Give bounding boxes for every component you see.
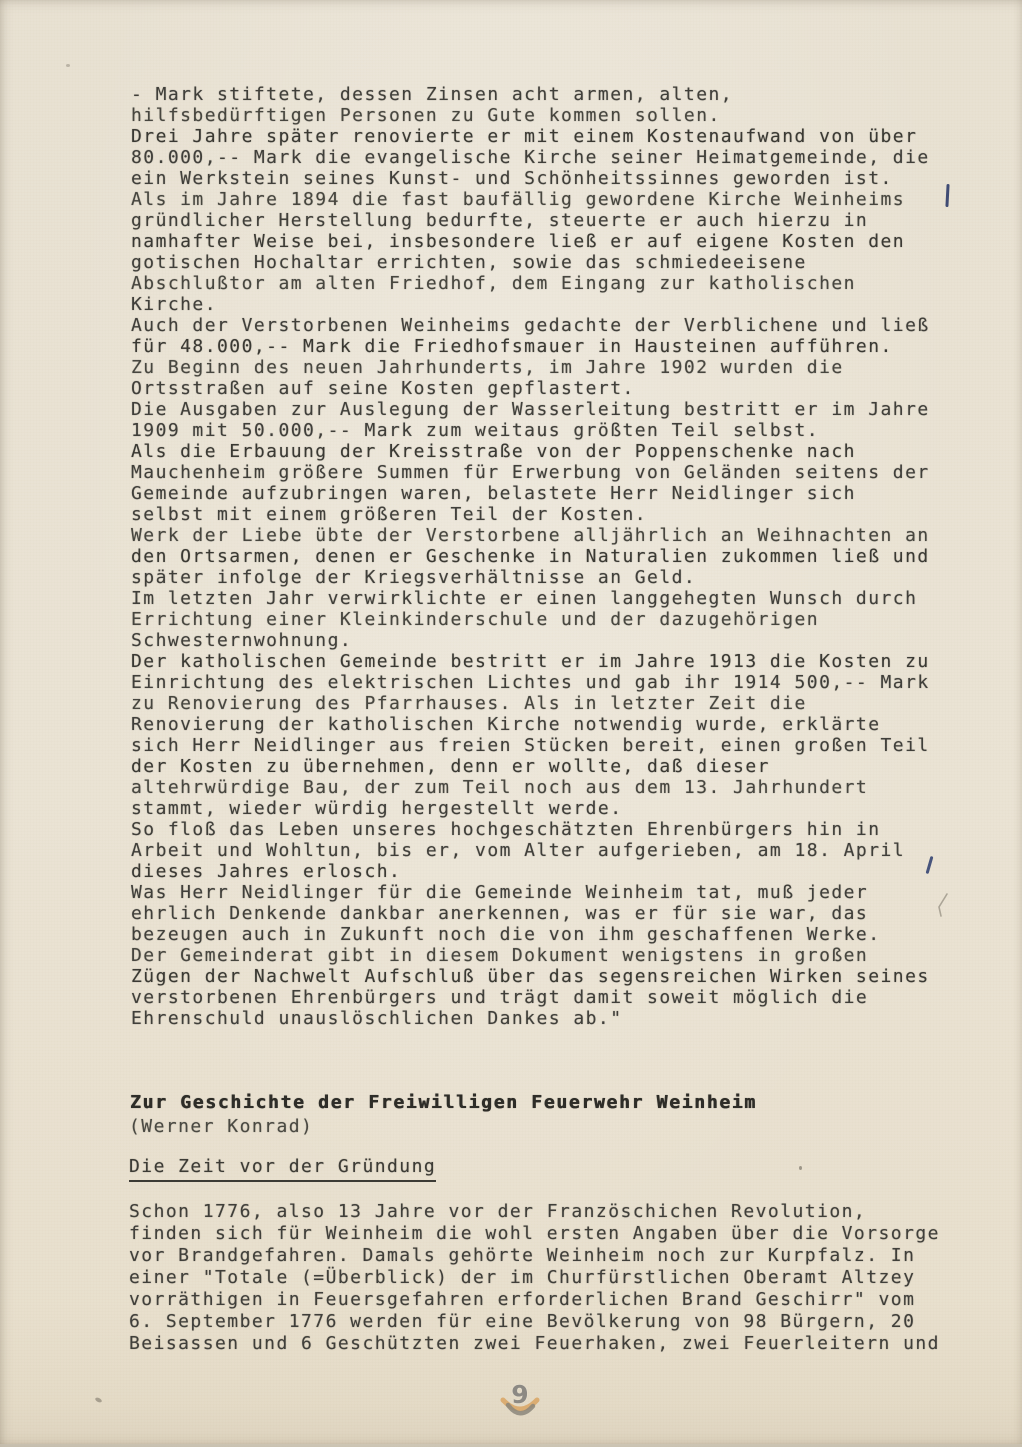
quote-line: namhafter Weise bei, insbesondere ließ er auf eigene Kosten den	[131, 231, 906, 252]
quote-line: Drei Jahre später renovierte er mit einem Kostenaufwand von über	[131, 126, 918, 147]
quote-line: Ehrenschuld unauslöschlichen Dankes ab."	[131, 1008, 623, 1029]
quote-line: Auch der Verstorbenen Weinheims gedachte der Verblichene und ließ	[131, 315, 930, 336]
quote-line: ehrlich Denkende dankbar anerkennen, was er für sie war, das	[131, 903, 869, 924]
paragraph-line: vor Brandgefahren. Damals gehörte Weinheim noch zur Kurpfalz. In	[129, 1245, 916, 1266]
quote-line: hilfsbedürftigen Personen zu Gute kommen sollen.	[131, 105, 721, 126]
quote-line: verstorbenen Ehrenbürgers und trägt damit soweit möglich die	[131, 987, 869, 1008]
page-number: 9	[511, 1380, 529, 1409]
quote-line: für 48.000,-- Mark die Friedhofsmauer in Hausteinen aufführen.	[131, 336, 893, 357]
quote-line: Gemeinde aufzubringen waren, belastete Herr Neidlinger sich	[131, 483, 856, 504]
subsection-heading	[129, 1156, 436, 1177]
quote-line: - Mark stiftete, dessen Zinsen acht armen, alten,	[131, 84, 734, 105]
quote-line: Errichtung einer Kleinkinderschule und der dazugehörigen	[131, 609, 820, 630]
ink-speck	[799, 1166, 802, 1170]
quote-line: zu Renovierung des Pfarrhauses. Als in letzter Zeit die	[131, 693, 807, 714]
quote-line: später infolge der Kriegsverhältnisse an Geld.	[131, 567, 697, 588]
subsection-heading-text: Die Zeit vor der Gründung	[129, 1156, 436, 1182]
quote-line: Der katholischen Gemeinde bestritt er im Jahre 1913 die Kosten zu	[131, 651, 930, 672]
quote-line: Als die Erbauung der Kreisstraße von der Poppenschenke nach	[131, 441, 856, 462]
paragraph-line: finden sich für Weinheim die wohl ersten Angaben über die Vorsorge	[129, 1223, 940, 1244]
quote-line: dieses Jahres erlosch.	[131, 861, 402, 882]
quote-line: 80.000,-- Mark die evangelische Kirche seiner Heimatgemeinde, die	[131, 147, 930, 168]
paragraph-line: Schon 1776, also 13 Jahre vor der Französchichen Revolution,	[129, 1201, 867, 1222]
paragraph-line: Beisassen und 6 Geschützten zwei Feuerhaken, zwei Feuerleitern und	[129, 1333, 940, 1354]
ink-speck	[94, 1397, 102, 1404]
quote-line: gründlicher Herstellung bedurfte, steuerte er auch hierzu in	[131, 210, 869, 231]
quote-line: Schwesternwohnung.	[131, 630, 353, 651]
quote-line: Renovierung der katholischen Kirche notwendig wurde, erklärte	[131, 714, 881, 735]
ink-speck	[66, 64, 70, 67]
quote-line: Was Herr Neidlinger für die Gemeinde Weinheim tat, muß jeder	[131, 882, 869, 903]
quote-line: Ortsstraßen auf seine Kosten gepflastert.	[131, 378, 635, 399]
quote-line: Abschlußtor am alten Friedhof, dem Eingang zur katholischen	[131, 273, 856, 294]
quote-line: gotischen Hochaltar errichten, sowie das schmiedeeisene	[131, 252, 807, 273]
section-title: Zur Geschichte der Freiwilligen Feuerwehr Weinheim	[130, 1092, 757, 1113]
quote-line: ein Werkstein seines Kunst- und Schönheitssinnes geworden ist.	[131, 168, 893, 189]
section-author: (Werner Konrad)	[129, 1116, 314, 1137]
pen-mark-vertical	[945, 184, 949, 207]
quote-line: Kirche.	[131, 294, 218, 315]
page-number-ornament	[494, 1382, 546, 1424]
quote-line: selbst mit einem größeren Teil der Kosten.	[131, 504, 648, 525]
quote-line: altehrwürdige Bau, der zum Teil noch aus dem 13. Jahrhundert	[131, 777, 869, 798]
paragraph-line: einer "Totale (=Überblick) der im Churfürstlichen Oberamt Altzey	[129, 1267, 916, 1288]
quote-line: Werk der Liebe übte der Verstorbene alljährlich an Weihnachten an	[131, 525, 930, 546]
quote-line: Zügen der Nachwelt Aufschluß über das segensreichen Wirken seines	[131, 966, 930, 987]
quote-line: Einrichtung des elektrischen Lichtes und gab ihr 1914 500,-- Mark	[131, 672, 930, 693]
paragraph-line: 6. September 1776 werden für eine Bevölkerung von 98 Bürgern, 20	[129, 1311, 916, 1332]
quote-line: sich Herr Neidlinger aus freien Stücken bereit, einen großen Teil	[131, 735, 930, 756]
quote-line: Der Gemeinderat gibt in diesem Dokument wenigstens in großen	[131, 945, 869, 966]
paragraph-line: vorräthigen in Feuersgefahren erforderlichen Brand Geschirr" vom	[129, 1289, 916, 1310]
quote-line: bezeugen auch in Zukunft noch die von ihm geschaffenen Werke.	[131, 924, 881, 945]
quote-line: stammt, wieder würdig hergestellt werde.	[131, 798, 623, 819]
quote-line: Zu Beginn des neuen Jahrhunderts, im Jahre 1902 wurden die	[131, 357, 844, 378]
quote-line: 1909 mit 50.000,-- Mark zum weitaus größten Teil selbst.	[131, 420, 820, 441]
pencil-mark	[932, 892, 952, 918]
quote-line: Als im Jahre 1894 die fast baufällig gewordene Kirche Weinheims	[131, 189, 906, 210]
quote-line: der Kosten zu übernehmen, denn er wollte, daß dieser	[131, 756, 770, 777]
memorial-quote-block	[131, 84, 930, 1029]
quote-line: Arbeit und Wohltun, bis er, vom Alter aufgerieben, am 18. April	[131, 840, 906, 861]
history-paragraph-block	[129, 1201, 940, 1355]
quote-line: Im letzten Jahr verwirklichte er einen langgehegten Wunsch durch	[131, 588, 918, 609]
quote-line: So floß das Leben unseres hochgeschätzten Ehrenbürgers hin in	[131, 819, 881, 840]
quote-line: Die Ausgaben zur Auslegung der Wasserleitung bestritt er im Jahre	[131, 399, 930, 420]
quote-line: Mauchenheim größere Summen für Erwerbung von Geländen seitens der	[131, 462, 930, 483]
quote-line: den Ortsarmen, denen er Geschenke in Naturalien zukommen ließ und	[131, 546, 930, 567]
